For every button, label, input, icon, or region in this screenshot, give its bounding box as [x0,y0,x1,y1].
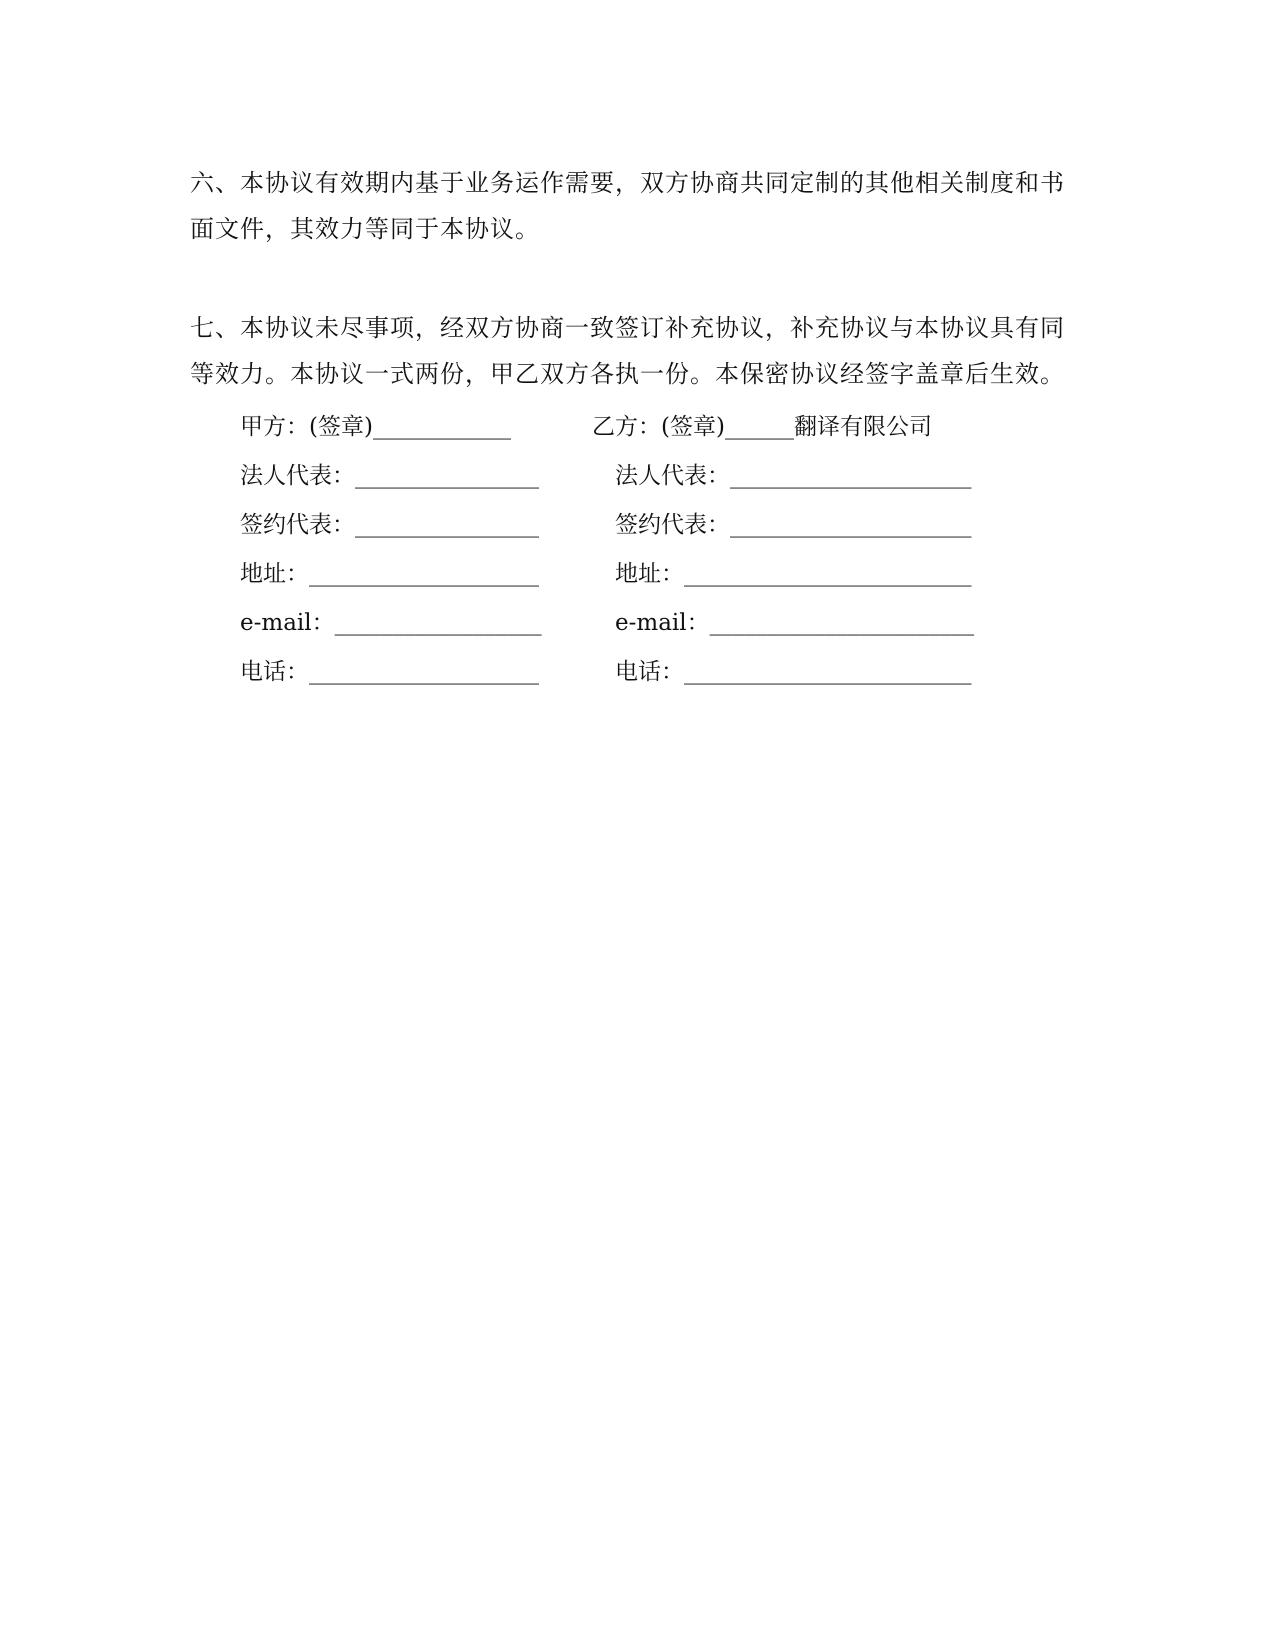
party-a-seal-line: 甲方：(签章)____________ [240,414,511,440]
party-a-signing-representative: 签约代表：________________ [240,512,539,538]
party-a-phone: 电话：____________________ [240,659,539,685]
legal-representative-row [240,452,1040,501]
party-a-email: e-mail：__________________ [240,610,542,636]
signing-representative-row [240,501,1040,550]
signature-party-row [240,403,1040,452]
party-b-legal-representative: 法人代表：_____________________ [615,463,972,489]
party-b-address: 地址：_________________________ [615,561,972,587]
phone-row [240,648,1040,697]
clause-seven: 七、本协议未尽事项，经双方协商一致签订补充协议，补充协议与本协议具有同等效力。本协议一式两份，甲乙双方各执一份。本保密协议经签字盖章后生效。 [190,314,1065,388]
party-a-legal-representative: 法人代表：________________ [240,463,539,489]
address-row [240,550,1040,599]
clause-six: 六、本协议有效期内基于业务运作需要，双方协商共同定制的其他相关制度和书面文件，其效力等同于本协议。 [190,169,1065,243]
party-b-signing-representative: 签约代表：_____________________ [615,512,972,538]
party-b-seal-line: 乙方：(签章)______翻译有限公司 [592,414,932,440]
party-a-address: 地址：____________________ [240,561,539,587]
party-b-phone: 电话：_________________________ [615,659,972,685]
party-b-email: e-mail：_______________________ [615,610,975,636]
signature-block [240,403,1040,697]
email-row [240,599,1040,648]
